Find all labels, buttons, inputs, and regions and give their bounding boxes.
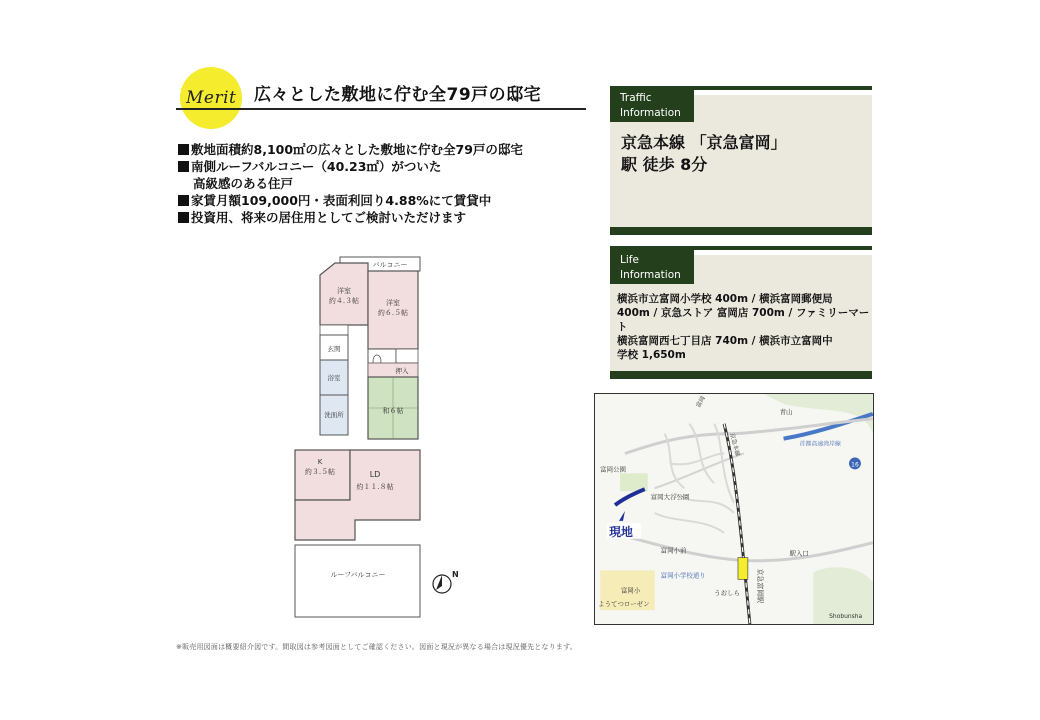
- svg-text:N: N: [452, 570, 459, 579]
- svg-text:約１１.８帖: 約１１.８帖: [356, 483, 394, 491]
- svg-text:富岡公園: 富岡公園: [600, 465, 626, 474]
- merit-list: [178, 141, 588, 226]
- merit-item-continuation: 高級感のある住戸: [193, 176, 294, 191]
- merit-underline: [176, 108, 586, 110]
- svg-text:富岡: 富岡: [694, 395, 707, 409]
- svg-text:Shobunsha: Shobunsha: [829, 613, 863, 621]
- roof-balcony: [295, 545, 420, 617]
- svg-text:うおしら: うおしら: [714, 589, 740, 598]
- svg-text:浴室: 浴室: [327, 374, 341, 382]
- svg-text:押入: 押入: [395, 367, 409, 375]
- svg-text:洋室: 洋室: [386, 299, 400, 307]
- svg-text:富岡小: 富岡小: [620, 586, 641, 595]
- area-map: [594, 393, 874, 625]
- closet: [368, 363, 418, 377]
- traffic-tag: Traffic Information: [610, 88, 694, 122]
- north-arrow-icon: [430, 568, 460, 596]
- svg-text:16: 16: [851, 461, 859, 469]
- svg-text:K: K: [317, 458, 323, 466]
- svg-text:青山: 青山: [779, 407, 793, 416]
- balcony-label: バルコニー: [372, 261, 408, 269]
- traffic-bottomline: [610, 227, 872, 235]
- traffic-info: 京急本線 「京急富岡」 駅 徒歩 8分: [621, 133, 787, 174]
- svg-text:富岡小学校通り: 富岡小学校通り: [660, 571, 706, 580]
- svg-text:洋室: 洋室: [337, 287, 351, 295]
- svg-text:LD: LD: [369, 470, 381, 479]
- life-bottomline: [610, 371, 872, 379]
- merit-item: 南側ルーフバルコニー（40.23㎡）がついた: [178, 158, 588, 175]
- merit-item: 家賃月額109,000円・表面利回り4.88%にて賃貸中: [178, 192, 588, 209]
- closet-strip: [320, 325, 348, 335]
- life-tag: Life Information: [610, 250, 694, 284]
- station-marker: [738, 558, 748, 580]
- life-info: 横浜市立富岡小学校 400m / 横浜富岡郵便局 400m / 京急ストア 富岡店 700m / ファミリーマート 横浜富岡西七丁目店 740m / 横浜市立富岡中 学校 1,650m: [617, 293, 870, 361]
- headline: 広々とした敷地に佇む全79戸の邸宅: [254, 85, 542, 105]
- svg-text:京急本線: 京急本線: [728, 432, 742, 458]
- svg-text:京急富岡駅: 京急富岡駅: [755, 568, 764, 604]
- svg-text:富岡小前: 富岡小前: [660, 546, 687, 555]
- svg-text:約６.５帖: 約６.５帖: [377, 309, 409, 317]
- merit-item: 投資用、将来の居住用としてご検討いただけます: [178, 209, 588, 226]
- svg-text:約３.５帖: 約３.５帖: [304, 468, 336, 476]
- footnote: ※販売用図面は概要紹介図です。間取図は参考図面としてご確認ください。図面と現況が異なる場合は現況優先となります。: [176, 643, 577, 651]
- merit-label: Merit: [186, 88, 237, 108]
- svg-text:ようてつローゼン: ようてつローゼン: [598, 600, 650, 609]
- svg-text:首都高速湾岸線: 首都高速湾岸線: [799, 440, 842, 448]
- merit-item: 敷地面積約8,100㎡の広々とした敷地に佇む全79戸の邸宅: [178, 141, 588, 158]
- svg-text:和６帖: 和６帖: [382, 407, 404, 415]
- svg-text:富岡大谷公園: 富岡大谷公園: [650, 493, 690, 502]
- svg-text:約４.３帖: 約４.３帖: [328, 297, 360, 305]
- closet-small: [396, 349, 418, 363]
- svg-text:玄関: 玄関: [327, 345, 341, 353]
- svg-text:ルーフバルコニー: ルーフバルコニー: [330, 571, 386, 579]
- site-label: 現地: [609, 524, 633, 539]
- svg-text:駅入口: 駅入口: [789, 549, 809, 558]
- svg-text:洗面所: 洗面所: [324, 411, 344, 419]
